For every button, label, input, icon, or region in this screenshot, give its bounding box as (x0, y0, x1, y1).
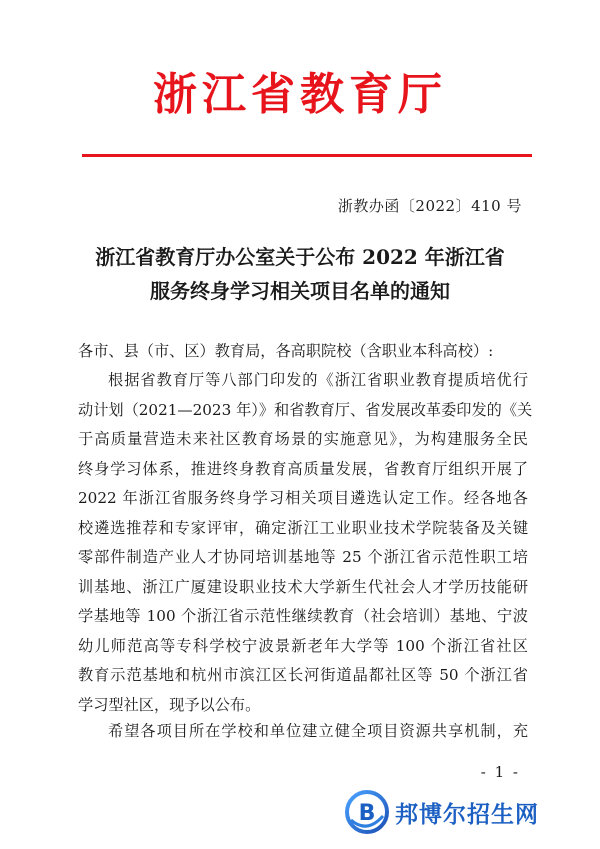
paragraph-line: 训基地、浙江广厦建设职业技术大学新生代社会人才学历技能研 (78, 577, 528, 596)
paragraph-line: 希望各项目所在学校和单位建立健全项目资源共享机制，充 (108, 722, 528, 740)
document-masthead: 浙江省教育厅 (153, 69, 447, 120)
paragraph-line: 动计划（2021—2023 年）》和省教育厅、省发展改革委印发的《关 (78, 400, 533, 419)
paragraph-line: 学基地等 100 个浙江省示范性继续教育（社会培训）基地、宁波 (78, 607, 528, 625)
document-number: 浙教办函〔2022〕410 号 (337, 197, 522, 215)
document-title-line-2: 服务终身学习相关项目名单的通知 (150, 279, 450, 303)
paragraph-line: 教育示范基地和杭州市滨江区长河街道晶都社区等 50 个浙江省 (78, 666, 528, 684)
paragraph-line: 2022 年浙江省服务终身学习相关项目遴选认定工作。经各地各 (78, 489, 528, 507)
watermark-text: 邦博尔招生网 (395, 801, 539, 828)
paragraph-line: 于高质量营造未来社区教育场景的实施意见》，为构建服务全民 (78, 430, 528, 448)
document-title (0, 240, 600, 308)
paragraph-line: 幼儿师范高等专科学校宁波景新老年大学等 100 个浙江省社区 (78, 636, 528, 655)
salutation: 各市、县（市、区）教育局，各高职院校（含职业本科高校）: (78, 342, 494, 360)
paragraph-line: 校遴选推荐和专家评审，确定浙江工业职业技术学院装备及关键 (78, 518, 528, 537)
masthead-red-rule (82, 154, 532, 157)
paragraph-line: 根据省教育厅等八部门印发的《浙江省职业教育提质培优行 (108, 371, 528, 389)
document-title-line-1: 浙江省教育厅办公室关于公布 2022 年浙江省 (95, 245, 505, 269)
site-watermark (345, 790, 585, 834)
bangboer-logo-icon (345, 790, 389, 834)
page-number: - 1 - (480, 763, 520, 781)
body-paragraph-2 (78, 717, 528, 747)
paragraph-line: 终身学习体系，推进终身教育高质量发展，省教育厅组织开展了 (78, 459, 528, 478)
paragraph-line: 学习型社区，现予以公布。 (78, 695, 261, 714)
paragraph-line: 零部件制造产业人才协同培训基地等 25 个浙江省示范性职工培 (78, 548, 528, 566)
body-paragraph-1 (78, 366, 533, 720)
watermark-logo-letter: B (358, 801, 376, 826)
